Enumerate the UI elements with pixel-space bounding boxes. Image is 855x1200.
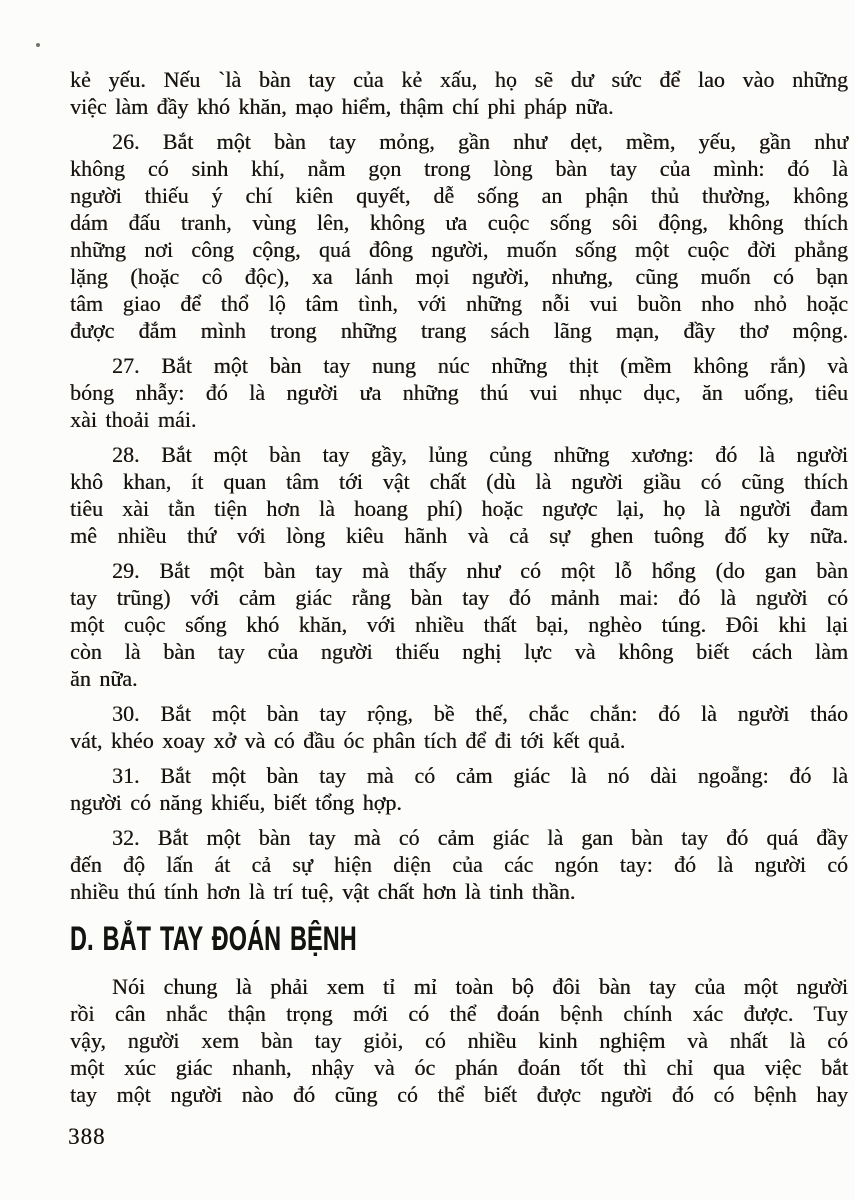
text-line: dám đấu tranh, vùng lên, không ưa cuộc sống sôi động, không thích <box>70 210 848 235</box>
text-line: một xúc giác nhanh, nhậy và óc phán đoán tốt thì chỉ qua việc bắt <box>70 1055 848 1080</box>
text-line: tiêu xài tằn tiện hơn là hoang phí) hoặc ngược lại, họ là người đam <box>70 496 848 521</box>
text-line: tay một người nào đó cũng có thể biết được người đó có bệnh hay <box>70 1082 848 1107</box>
text-line: ăn nữa. <box>70 666 138 691</box>
text-line: đến độ lấn át cả sự hiện diện của các ngón tay: đó là người có <box>70 852 848 877</box>
scan-speck-dot <box>36 43 40 47</box>
text-line: xài thoải mái. <box>70 407 197 432</box>
text-line: lặng (hoặc cô độc), xa lánh mọi người, nhưng, cũng muốn có bạn <box>70 264 848 289</box>
paragraph-32 <box>70 824 848 905</box>
text-line: còn là bàn tay của người thiếu nghị lực và không biết cách làm <box>70 639 848 664</box>
text-line: vậy, người xem bàn tay giỏi, có nhiều kinh nghiệm và nhất là có <box>70 1028 848 1053</box>
text-line: một cuộc sống khó khăn, với nhiều thất bại, nghèo túng. Đôi khi lại <box>70 612 848 637</box>
text-line: được đắm mình trong những trang sách lãng mạn, đầy thơ mộng. <box>70 318 848 343</box>
paragraph-28 <box>70 441 848 549</box>
text-line: những nơi công cộng, quá đông người, muốn sống một cuộc đời phẳng <box>70 237 848 262</box>
text-line: 30. Bắt một bàn tay rộng, bề thế, chắc chắn: đó là người tháo <box>112 701 848 726</box>
text-line: Nói chung là phải xem tỉ mỉ toàn bộ đôi bàn tay của một người <box>112 974 848 999</box>
text-line: vát, khéo xoay xở và có đầu óc phân tích để đi tới kết quả. <box>70 728 626 753</box>
text-line: 29. Bắt một bàn tay mà thấy như có một lỗ hổng (do gan bàn <box>112 558 848 583</box>
text-line: khô khan, ít quan tâm tới vật chất (dù là người giầu có cũng thích <box>70 469 848 494</box>
page-number: 388 <box>68 1124 106 1149</box>
paragraph-31 <box>70 762 848 816</box>
paragraph-continuation <box>70 66 848 120</box>
text-line: việc làm đầy khó khăn, mạo hiểm, thậm chí phi pháp nữa. <box>70 94 614 119</box>
text-line: tâm giao để thổ lộ tâm tình, với những nỗi vui buồn nho nhỏ hoặc <box>70 291 848 316</box>
text-line: người có năng khiếu, biết tổng hợp. <box>70 790 402 815</box>
section-heading <box>70 919 848 959</box>
text-line: bóng nhẫy: đó là người ưa những thú vui nhục dục, ăn uống, tiêu <box>70 380 848 405</box>
text-line: 27. Bắt một bàn tay nung núc những thịt (mềm không rắn) và <box>112 353 848 378</box>
text-line: người thiếu ý chí kiên quyết, dễ sống an phận thủ thường, không <box>70 183 848 208</box>
paragraph-27 <box>70 352 848 433</box>
text-line: kẻ yếu. Nếu `là bàn tay của kẻ xấu, họ sẽ dư sức để lao vào những <box>70 67 848 92</box>
text-line: 32. Bắt một bàn tay mà có cảm giác là gan bàn tay đó quá đầy <box>112 825 848 850</box>
section-heading-text: D. BẮT TAY ĐOÁN BỆNH <box>70 920 357 958</box>
paragraph-closing <box>70 973 848 1108</box>
text-line: 31. Bắt một bàn tay mà có cảm giác là nó dài ngoẵng: đó là <box>112 763 848 788</box>
paragraph-30 <box>70 700 848 754</box>
text-line: rồi cân nhắc thận trọng mới có thể đoán bệnh chính xác được. Tuy <box>70 1001 848 1026</box>
text-line: nhiều thú tính hơn là trí tuệ, vật chất hơn là tinh thần. <box>70 879 576 904</box>
page-text-block <box>70 66 848 1116</box>
paragraph-29 <box>70 557 848 692</box>
text-line: mê nhiều thứ với lòng kiêu hãnh và cả sự ghen tuông đố ky nữa. <box>70 523 848 548</box>
text-line: không có sinh khí, nằm gọn trong lòng bàn tay của mình: đó là <box>70 156 848 181</box>
text-line: tay trũng) với cảm giác rằng bàn tay đó mảnh mai: đó là người có <box>70 585 848 610</box>
text-line: 26. Bắt một bàn tay mỏng, gần như dẹt, mềm, yếu, gần như <box>112 129 848 154</box>
text-line: 28. Bắt một bàn tay gầy, lủng củng những xương: đó là người <box>112 442 848 467</box>
paragraph-26 <box>70 128 848 344</box>
